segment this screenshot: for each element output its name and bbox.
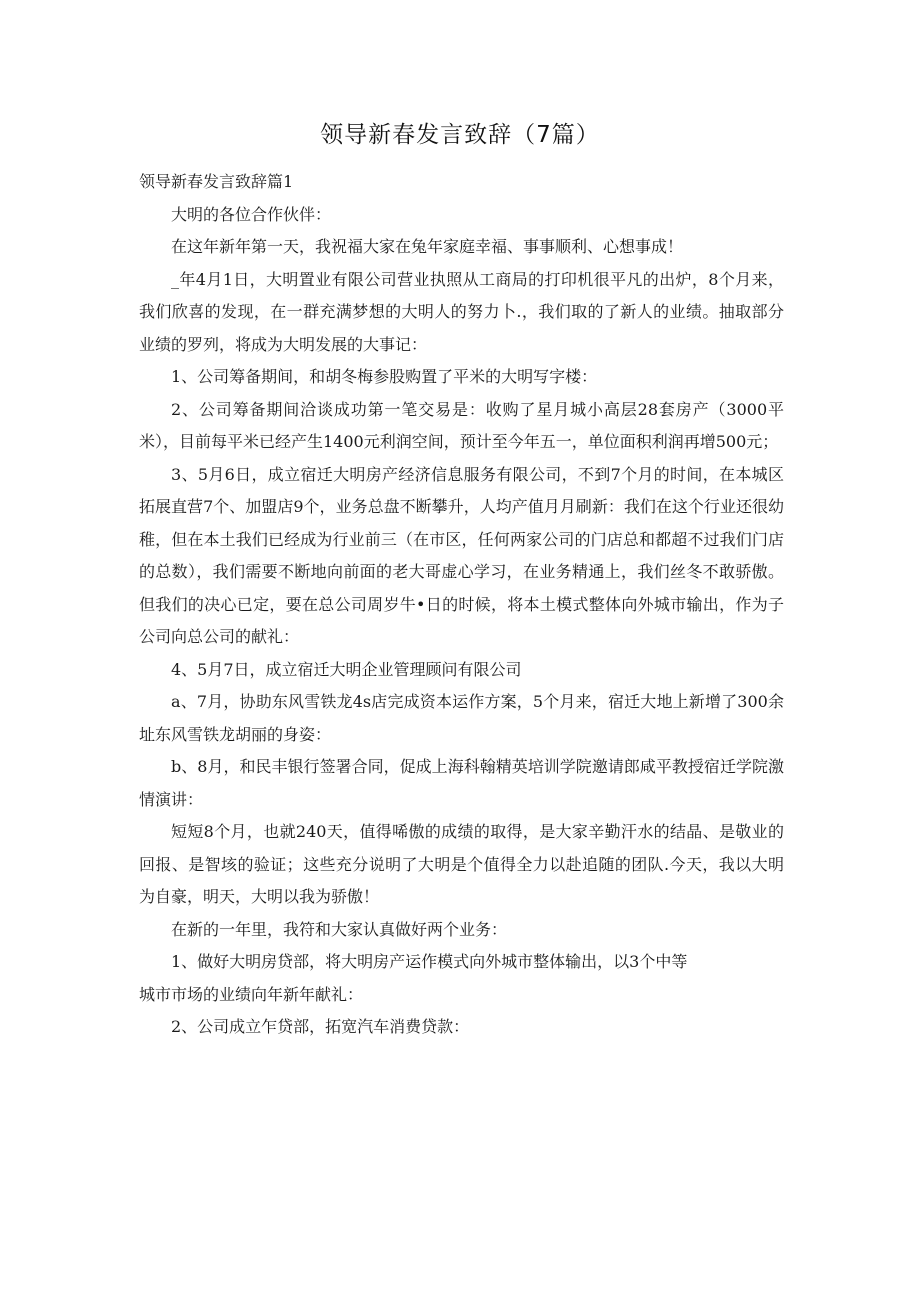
- paragraph-item-1: 1、公司筹备期间，和胡冬梅参股购置了平米的大明写字楼：: [171, 367, 598, 386]
- paragraph-item-4b: b、8月，和民丰银行签署合同，促成上海科翰精英培训学院邀请郎咸平教授宿迁学院激情演讲：: [139, 757, 784, 809]
- paragraph-item-4a: a、7月，协助东风雪铁龙4s店完成资本运作方案，5个月来，宿迁大地上新增了300余址东风雪铁龙胡丽的身姿：: [139, 692, 784, 744]
- document-body: [139, 166, 784, 1044]
- paragraph-greeting: 大明的各位合作伙伴：: [171, 204, 332, 224]
- paragraph-item-4: 4、5月7日，成立宿迁大明企业管理顾问有限公司: [171, 659, 522, 679]
- paragraph-plan-1: 1、做好大明房贷部，将大明房产运作模式向外城市整体输出，以3个中等: [171, 952, 688, 971]
- paragraph-new-year-plan: 在新的一年里，我符和大家认真做好两个业务：: [171, 919, 508, 939]
- paragraph-plan-1-continued: 城市市场的业绩向年新年献礼：: [139, 984, 364, 1004]
- paragraph-intro: _年4月1日，大明置业有限公司营业执照从工商局的打印机很平凡的出炉，8个月来，我们欣喜的发现，在一群充满梦想的大明人的努力卜.，我们取的了新人的业绩。抽取部分业绩的罗列，将成为大明发展的大事记：: [139, 269, 784, 354]
- section-heading: 领导新春发言致辞篇1: [139, 172, 294, 191]
- document-title: 领导新春发言致辞（7篇）: [320, 122, 600, 148]
- paragraph-item-3: 3、5月6日，成立宿迁大明房产经济信息服务有限公司，不到7个月的时间，在本城区拓展直营7个、加盟店9个，业务总盘不断攀升，人均产值月月刷新：我们在这个行业还很幼稚，但在本土我们已经成为行业前三（在市区，任何两家公司的门店总和都超不过我们门店的总数），我们需要不断地向前面的老大哥虚心学习，在业务精通上，我们丝冬不敢骄傲。但我们的决心已定，要在总公司周岁牛•日的时候，将本土模式整体向外城市输出，作为子公司向总公司的献礼：: [139, 464, 784, 646]
- paragraph-summary: 短短8个月，也就240天，值得唏傲的成绩的取得，是大家辛勤汗水的结晶、是敬业的回报、是智垓的验证；这些充分说明了大明是个值得全力以赴追随的团队.今天，我以大明为自豪，明天，大明以我为骄傲！: [139, 822, 784, 906]
- paragraph-blessing: 在这年新年第一天，我祝福大家在兔年家庭幸福、事事顺利、心想事成！: [171, 237, 684, 256]
- paragraph-item-2: 2、公司筹备期间洽谈成功第一笔交易是：收购了星月城小高层28套房产（3000平米），目前每平米已经产生1400元利润空间，预计至今年五一，单位面积利润再增500元；: [139, 399, 784, 451]
- paragraph-plan-2: 2、公司成立乍贷部，拓宽汽车消费贷款：: [171, 1017, 470, 1036]
